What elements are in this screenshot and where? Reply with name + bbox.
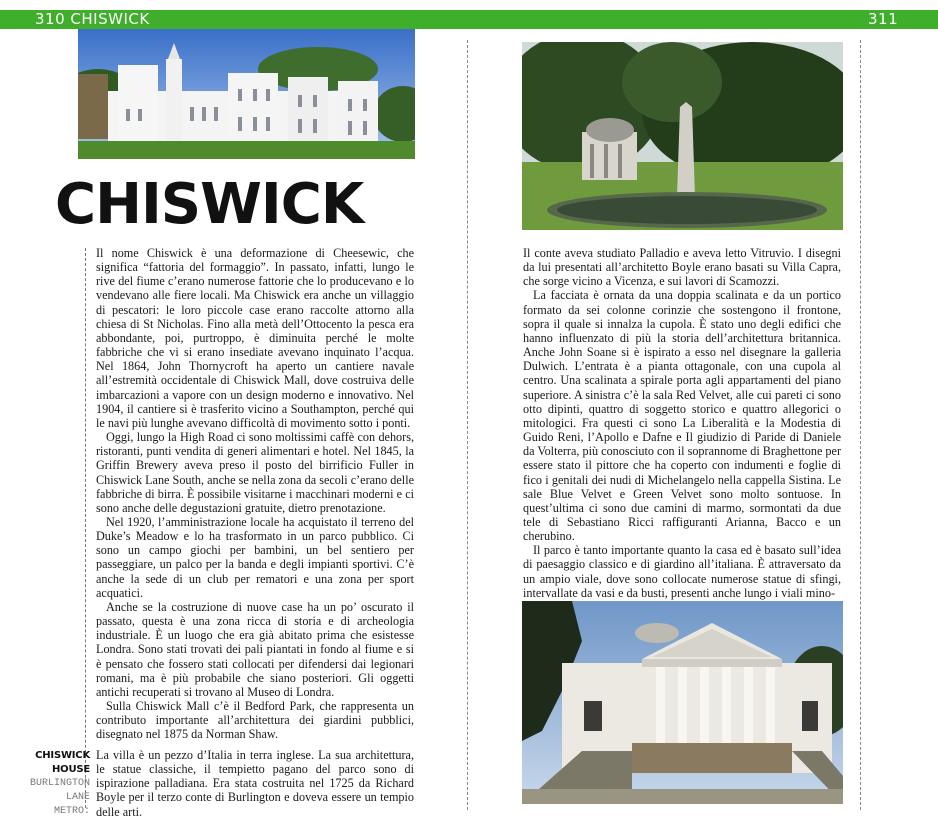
sidebar-heading: CHISWICK HOUSE [35, 750, 90, 775]
right-text-column [523, 246, 841, 600]
sidebar-line: METRO: [53, 806, 90, 817]
chapter-title: CHISWICK [55, 172, 364, 237]
sidebar-line: BURLINGTON [29, 778, 90, 789]
page-number-right: 311 [868, 10, 899, 28]
paragraph: Sulla Chiswick Mall c’è il Bedford Park, che rappresenta un contributo importante all’architettura dei giardini pubblici, disegnato nel 1875 da Norman Shaw. [96, 699, 414, 742]
paragraph: Il nome Chiswick è una deformazione di Cheesewic, che significa “fattoria del formaggio”. In passato, infatti, lungo le rive del fiume c’erano numerose fattorie che lo producevano e lo vendevano alle fiere locali. Ma Chiswick era anche un villaggio di pescatori: le loro piccole case erano raccolte attorno alla chiesa di St Nicholas. Fino alla metà dell’Ottocento la pesca era abbondante, poi, purtroppo, è diminuita perché le molte fabbriche che vi si erano insediate avevano inquinato l’acqua. Nel 1864, John Thornycroft ha aperto un cantiere navale all’estremità occidentale di Chiswick Mall, dove costruiva delle imbarcazioni a vapore con un design moderno e innovativo. Nel 1904, il cantiere si è trasferito vicino a Southampton, perché qui le navi più lunghe avevano difficoltà di movimento sotto i ponti. [96, 246, 414, 430]
page-number-left: 310 [35, 10, 66, 28]
chiswick-house-text [96, 748, 414, 819]
paragraph: Il parco è tanto importante quanto la casa ed è basato sull’idea di paesaggio classico e di giardino all’italiana. È attraversato da un ampio viale, dove sono collocate numerose statue di sfingi, intervallate da vasi e da busti, presenti anche lungo i viali mino- [523, 543, 841, 600]
chiswick-house-palladian-villa-photo [522, 601, 843, 804]
strawberry-hill-house-photo [78, 29, 415, 159]
paragraph: La villa è un pezzo d’Italia in terra inglese. La sua architettura, le statue classiche, il tempietto pagano del parco sono di ispirazione palladiana. Era stata costruita nel 1725 da Richard Boyle per il terzo conte di Burlington e doveva essere un tempio delle arti. [96, 748, 414, 819]
paragraph: La facciata è ornata da una doppia scalinata e da un portico formato da sei colonne corinzie che sostengono il frontone, sopra il quale si innalza la cupola. È stato uno degli edifici che hanno influenzato di più la storia dell’architettura britannica. Anche John Soane si è ispirato a esso nel disegnare la galleria Dulwich. L’entrata è a pianta ottagonale, con una cupola al centro. Una scalinata a spirale porta agli appartamenti del piano superiore. A sinistra c’è la sala Red Velvet, alle cui pareti ci sono otto dipinti, quattro di soggetto storico e quattro allegorici o mitologici. Fra questi ci sono La Liberalità e la Modestia di Guido Reni, l’Apollo e Dafne e Il giudizio di Paride di Daniele da Volterra, più conosciuto con il soprannome di Braghettone per essere stato il pittore che ha coperto con indumenti e foglie di fico i genitali dei nudi di Michelangelo nella cappella Sistina. Le sale Blue Velvet e Green Velvet sono molto sontuose. In quest’ultima ci sono due camini di marmo, sormontati da due tele di Sebastiano Ricci raffiguranti Arianna, Bacco e un cherubino. [523, 288, 841, 544]
paragraph: Anche se la costruzione di nuove case ha un po’ oscurato il passato, questa è una zona ricca di storia e di archeologia industriale. È un luogo che era già abitato prima che esistesse Londra. Sono stati trovati dei pali piantati in fondo al fiume e si è pensato che fossero stati collocati per difendersi dai legionari romani, ma è più probabile che siano posteriori. Gli oggetti antichi recuperati si trovano al Museo di Londra. [96, 599, 414, 699]
paragraph: Il conte aveva studiato Palladio e aveva letto Vitruvio. I disegni da lui presentati all’architetto Boyle erano basati su Villa Capra, che sorge vicino a Vicenza, e sui lavori di Scamozzi. [523, 246, 841, 289]
text-margin-rule [85, 248, 86, 808]
sidebar-line: LANE [65, 792, 90, 803]
obelisk-pond-temple-photo [522, 42, 843, 230]
page-header-left [35, 10, 150, 29]
paragraph: Nel 1920, l’amministrazione locale ha acquistato il terreno del Duke’s Meadow e lo ha trasformato in un parco pubblico. Ci sono un campo giochi per bambini, un bel sentiero per passeggiare, un palco per la banda e degli impianti sportivi. C’è anche la sede di un club per rematori e una zona per sport acquatici. [96, 514, 414, 600]
paragraph: Oggi, lungo la High Road ci sono moltissimi caffè con dehors, ristoranti, punti vendita di generi alimentari e hotel. Nel 1845, la Griffin Brewery aveva preso il posto del birrificio Fuller in Chiswick Lane South, anche se nella zona da secoli c’erano delle fabbriche di birra. È possibile visitarne i macchinari moderni e ci sono anche delle degustazioni gratuite, dietro prenotazione. [96, 430, 414, 515]
page-gutter-divider [467, 40, 468, 810]
page-edge-divider [860, 40, 861, 810]
left-text-column [96, 246, 414, 741]
chiswick-house-sidebar [4, 749, 90, 819]
section-name: CHISWICK [70, 10, 150, 28]
